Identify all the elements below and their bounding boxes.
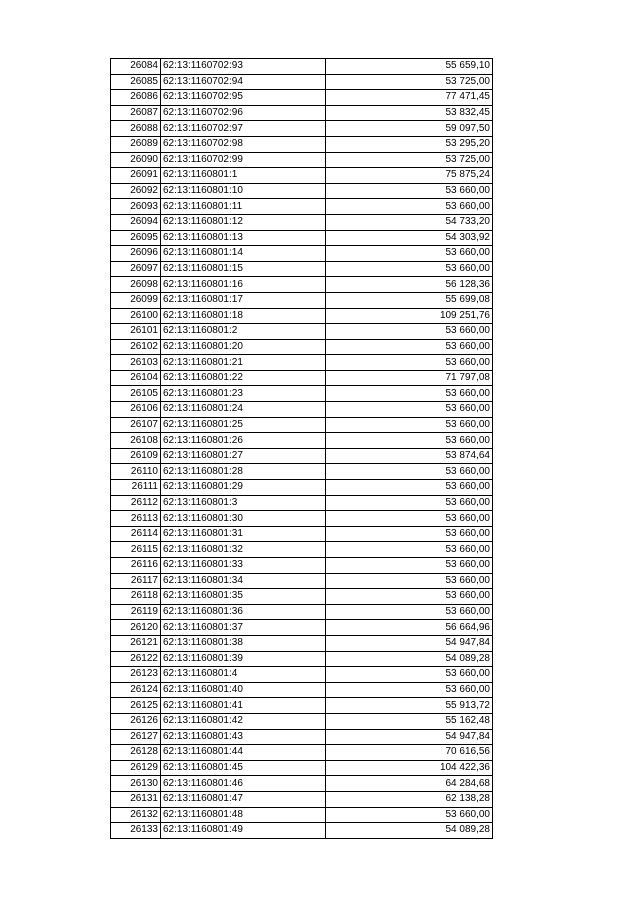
table-row xyxy=(111,480,493,496)
cadastral-number-cell: 62:13:1160801:22 xyxy=(161,370,326,386)
value-cell: 53 660,00 xyxy=(326,807,493,823)
table-row xyxy=(111,635,493,651)
table-row xyxy=(111,152,493,168)
cadastral-number-cell: 62:13:1160702:95 xyxy=(161,90,326,106)
table-row xyxy=(111,136,493,152)
row-number-cell: 26113 xyxy=(111,511,161,527)
table-row xyxy=(111,495,493,511)
row-number-cell: 26123 xyxy=(111,667,161,683)
cadastral-number-cell: 62:13:1160801:47 xyxy=(161,791,326,807)
value-cell: 54 947,84 xyxy=(326,729,493,745)
table-body xyxy=(111,59,493,839)
value-cell: 62 138,28 xyxy=(326,791,493,807)
value-cell: 53 660,00 xyxy=(326,261,493,277)
row-number-cell: 26115 xyxy=(111,542,161,558)
row-number-cell: 26130 xyxy=(111,776,161,792)
cadastral-number-cell: 62:13:1160801:49 xyxy=(161,823,326,839)
row-number-cell: 26108 xyxy=(111,433,161,449)
table-row xyxy=(111,402,493,418)
table-row xyxy=(111,464,493,480)
row-number-cell: 26110 xyxy=(111,464,161,480)
value-cell: 53 660,00 xyxy=(326,433,493,449)
row-number-cell: 26092 xyxy=(111,183,161,199)
value-cell: 55 699,08 xyxy=(326,292,493,308)
cadastral-number-cell: 62:13:1160801:48 xyxy=(161,807,326,823)
value-cell: 75 875,24 xyxy=(326,168,493,184)
cadastral-number-cell: 62:13:1160801:29 xyxy=(161,480,326,496)
cadastral-number-cell: 62:13:1160801:38 xyxy=(161,635,326,651)
cadastral-number-cell: 62:13:1160801:16 xyxy=(161,277,326,293)
table-row xyxy=(111,183,493,199)
table-row xyxy=(111,760,493,776)
value-cell: 54 303,92 xyxy=(326,230,493,246)
value-cell: 64 284,68 xyxy=(326,776,493,792)
row-number-cell: 26099 xyxy=(111,292,161,308)
value-cell: 53 660,00 xyxy=(326,417,493,433)
table-row xyxy=(111,558,493,574)
row-number-cell: 26132 xyxy=(111,807,161,823)
cadastral-number-cell: 62:13:1160801:4 xyxy=(161,667,326,683)
cadastral-number-cell: 62:13:1160801:13 xyxy=(161,230,326,246)
table-row xyxy=(111,667,493,683)
value-cell: 104 422,36 xyxy=(326,760,493,776)
value-cell: 53 660,00 xyxy=(326,339,493,355)
row-number-cell: 26125 xyxy=(111,698,161,714)
cadastral-number-cell: 62:13:1160801:35 xyxy=(161,589,326,605)
row-number-cell: 26122 xyxy=(111,651,161,667)
table-row xyxy=(111,604,493,620)
cadastral-number-cell: 62:13:1160801:27 xyxy=(161,448,326,464)
table-row xyxy=(111,511,493,527)
value-cell: 53 660,00 xyxy=(326,183,493,199)
row-number-cell: 26120 xyxy=(111,620,161,636)
table-row xyxy=(111,292,493,308)
row-number-cell: 26133 xyxy=(111,823,161,839)
table-row xyxy=(111,74,493,90)
value-cell: 54 089,28 xyxy=(326,651,493,667)
row-number-cell: 26124 xyxy=(111,682,161,698)
cadastral-number-cell: 62:13:1160801:25 xyxy=(161,417,326,433)
cadastral-number-cell: 62:13:1160801:31 xyxy=(161,526,326,542)
table-row xyxy=(111,573,493,589)
cadastral-number-cell: 62:13:1160702:96 xyxy=(161,105,326,121)
row-number-cell: 26118 xyxy=(111,589,161,605)
cadastral-number-cell: 62:13:1160801:34 xyxy=(161,573,326,589)
cadastral-number-cell: 62:13:1160801:33 xyxy=(161,558,326,574)
value-cell: 53 660,00 xyxy=(326,573,493,589)
row-number-cell: 26121 xyxy=(111,635,161,651)
cadastral-number-cell: 62:13:1160801:44 xyxy=(161,745,326,761)
row-number-cell: 26127 xyxy=(111,729,161,745)
value-cell: 54 733,20 xyxy=(326,214,493,230)
cadastral-number-cell: 62:13:1160801:12 xyxy=(161,214,326,230)
value-cell: 53 660,00 xyxy=(326,667,493,683)
row-number-cell: 26126 xyxy=(111,713,161,729)
table-row xyxy=(111,59,493,75)
value-cell: 53 874,64 xyxy=(326,448,493,464)
row-number-cell: 26119 xyxy=(111,604,161,620)
row-number-cell: 26085 xyxy=(111,74,161,90)
cadastral-number-cell: 62:13:1160702:99 xyxy=(161,152,326,168)
row-number-cell: 26105 xyxy=(111,386,161,402)
cadastral-number-cell: 62:13:1160801:43 xyxy=(161,729,326,745)
value-cell: 53 725,00 xyxy=(326,152,493,168)
value-cell: 53 660,00 xyxy=(326,511,493,527)
cadastral-number-cell: 62:13:1160801:32 xyxy=(161,542,326,558)
cadastral-number-cell: 62:13:1160801:2 xyxy=(161,324,326,340)
row-number-cell: 26084 xyxy=(111,59,161,75)
table-row xyxy=(111,729,493,745)
row-number-cell: 26101 xyxy=(111,324,161,340)
row-number-cell: 26114 xyxy=(111,526,161,542)
table-row xyxy=(111,230,493,246)
cadastral-number-cell: 62:13:1160801:10 xyxy=(161,183,326,199)
value-cell: 55 659,10 xyxy=(326,59,493,75)
cadastral-number-cell: 62:13:1160702:93 xyxy=(161,59,326,75)
table-row xyxy=(111,713,493,729)
value-cell: 53 660,00 xyxy=(326,526,493,542)
cadastral-number-cell: 62:13:1160801:36 xyxy=(161,604,326,620)
table-row xyxy=(111,589,493,605)
value-cell: 53 660,00 xyxy=(326,199,493,215)
row-number-cell: 26129 xyxy=(111,760,161,776)
row-number-cell: 26128 xyxy=(111,745,161,761)
cadastral-number-cell: 62:13:1160801:20 xyxy=(161,339,326,355)
row-number-cell: 26117 xyxy=(111,573,161,589)
cadastral-number-cell: 62:13:1160801:46 xyxy=(161,776,326,792)
table-row xyxy=(111,807,493,823)
table-row xyxy=(111,542,493,558)
cadastral-number-cell: 62:13:1160801:18 xyxy=(161,308,326,324)
value-cell: 53 660,00 xyxy=(326,386,493,402)
table-row xyxy=(111,433,493,449)
row-number-cell: 26109 xyxy=(111,448,161,464)
value-cell: 54 089,28 xyxy=(326,823,493,839)
value-cell: 53 660,00 xyxy=(326,324,493,340)
cadastral-number-cell: 62:13:1160801:23 xyxy=(161,386,326,402)
value-cell: 53 832,45 xyxy=(326,105,493,121)
data-table xyxy=(110,58,493,839)
row-number-cell: 26098 xyxy=(111,277,161,293)
table-row xyxy=(111,324,493,340)
row-number-cell: 26107 xyxy=(111,417,161,433)
row-number-cell: 26097 xyxy=(111,261,161,277)
table-row xyxy=(111,261,493,277)
table-row xyxy=(111,168,493,184)
value-cell: 53 725,00 xyxy=(326,74,493,90)
value-cell: 53 660,00 xyxy=(326,589,493,605)
cadastral-number-cell: 62:13:1160801:45 xyxy=(161,760,326,776)
value-cell: 53 660,00 xyxy=(326,558,493,574)
table-row xyxy=(111,355,493,371)
row-number-cell: 26089 xyxy=(111,136,161,152)
cadastral-number-cell: 62:13:1160801:40 xyxy=(161,682,326,698)
cadastral-number-cell: 62:13:1160801:3 xyxy=(161,495,326,511)
row-number-cell: 26112 xyxy=(111,495,161,511)
cadastral-number-cell: 62:13:1160801:21 xyxy=(161,355,326,371)
table-row xyxy=(111,308,493,324)
cadastral-number-cell: 62:13:1160801:15 xyxy=(161,261,326,277)
value-cell: 71 797,08 xyxy=(326,370,493,386)
table-row xyxy=(111,526,493,542)
table-row xyxy=(111,823,493,839)
value-cell: 53 660,00 xyxy=(326,495,493,511)
value-cell: 55 162,48 xyxy=(326,713,493,729)
row-number-cell: 26094 xyxy=(111,214,161,230)
table-row xyxy=(111,199,493,215)
cadastral-number-cell: 62:13:1160801:17 xyxy=(161,292,326,308)
value-cell: 77 471,45 xyxy=(326,90,493,106)
table-row xyxy=(111,682,493,698)
row-number-cell: 26091 xyxy=(111,168,161,184)
value-cell: 53 660,00 xyxy=(326,480,493,496)
row-number-cell: 26116 xyxy=(111,558,161,574)
table-row xyxy=(111,620,493,636)
cadastral-number-cell: 62:13:1160801:1 xyxy=(161,168,326,184)
cadastral-number-cell: 62:13:1160801:41 xyxy=(161,698,326,714)
row-number-cell: 26131 xyxy=(111,791,161,807)
value-cell: 53 660,00 xyxy=(326,246,493,262)
cadastral-number-cell: 62:13:1160801:39 xyxy=(161,651,326,667)
table-row xyxy=(111,246,493,262)
value-cell: 70 616,56 xyxy=(326,745,493,761)
table-row xyxy=(111,651,493,667)
value-cell: 53 660,00 xyxy=(326,355,493,371)
row-number-cell: 26095 xyxy=(111,230,161,246)
value-cell: 56 128,36 xyxy=(326,277,493,293)
table-row xyxy=(111,214,493,230)
value-cell: 53 295,20 xyxy=(326,136,493,152)
table-row xyxy=(111,448,493,464)
row-number-cell: 26090 xyxy=(111,152,161,168)
table-row xyxy=(111,277,493,293)
value-cell: 53 660,00 xyxy=(326,402,493,418)
value-cell: 53 660,00 xyxy=(326,542,493,558)
cadastral-number-cell: 62:13:1160801:11 xyxy=(161,199,326,215)
cadastral-number-cell: 62:13:1160702:94 xyxy=(161,74,326,90)
cadastral-number-cell: 62:13:1160801:24 xyxy=(161,402,326,418)
cadastral-number-cell: 62:13:1160801:26 xyxy=(161,433,326,449)
cadastral-number-cell: 62:13:1160801:42 xyxy=(161,713,326,729)
row-number-cell: 26102 xyxy=(111,339,161,355)
row-number-cell: 26093 xyxy=(111,199,161,215)
value-cell: 59 097,50 xyxy=(326,121,493,137)
cadastral-number-cell: 62:13:1160702:98 xyxy=(161,136,326,152)
value-cell: 54 947,84 xyxy=(326,635,493,651)
value-cell: 109 251,76 xyxy=(326,308,493,324)
table-row xyxy=(111,386,493,402)
row-number-cell: 26086 xyxy=(111,90,161,106)
row-number-cell: 26103 xyxy=(111,355,161,371)
table-row xyxy=(111,121,493,137)
value-cell: 53 660,00 xyxy=(326,682,493,698)
row-number-cell: 26106 xyxy=(111,402,161,418)
table-row xyxy=(111,339,493,355)
cadastral-number-cell: 62:13:1160801:37 xyxy=(161,620,326,636)
value-cell: 53 660,00 xyxy=(326,604,493,620)
table-row xyxy=(111,791,493,807)
row-number-cell: 26111 xyxy=(111,480,161,496)
row-number-cell: 26104 xyxy=(111,370,161,386)
table-row xyxy=(111,370,493,386)
row-number-cell: 26087 xyxy=(111,105,161,121)
row-number-cell: 26088 xyxy=(111,121,161,137)
table-row xyxy=(111,698,493,714)
row-number-cell: 26100 xyxy=(111,308,161,324)
value-cell: 53 660,00 xyxy=(326,464,493,480)
cadastral-number-cell: 62:13:1160702:97 xyxy=(161,121,326,137)
table-row xyxy=(111,105,493,121)
table-row xyxy=(111,776,493,792)
value-cell: 55 913,72 xyxy=(326,698,493,714)
table-row xyxy=(111,90,493,106)
cadastral-number-cell: 62:13:1160801:30 xyxy=(161,511,326,527)
value-cell: 56 664,96 xyxy=(326,620,493,636)
row-number-cell: 26096 xyxy=(111,246,161,262)
cadastral-number-cell: 62:13:1160801:14 xyxy=(161,246,326,262)
table-row xyxy=(111,417,493,433)
table-row xyxy=(111,745,493,761)
cadastral-number-cell: 62:13:1160801:28 xyxy=(161,464,326,480)
